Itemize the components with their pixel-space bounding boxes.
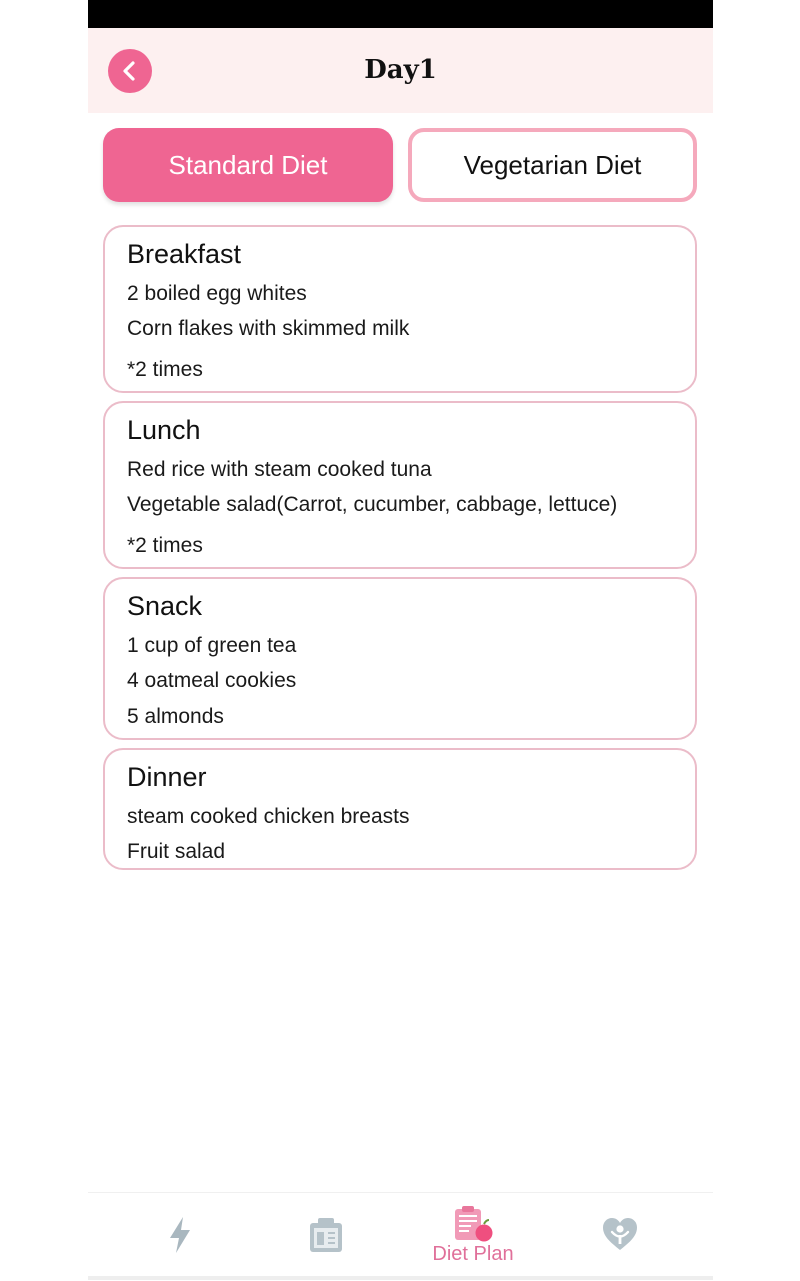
meal-item: Red rice with steam cooked tuna bbox=[127, 458, 432, 481]
app-screen bbox=[88, 0, 713, 1280]
meal-item: 5 almonds bbox=[127, 705, 224, 728]
meal-note: *2 times bbox=[127, 534, 203, 557]
meal-card-breakfast bbox=[103, 225, 697, 393]
heart-person-icon bbox=[600, 1215, 640, 1253]
meal-item: steam cooked chicken breasts bbox=[127, 805, 410, 828]
nav-item-schedule[interactable] bbox=[266, 1193, 386, 1279]
meal-title: Dinner bbox=[127, 762, 207, 792]
nav-item-activity[interactable] bbox=[120, 1193, 240, 1279]
back-button[interactable] bbox=[108, 49, 152, 93]
meal-note: *2 times bbox=[127, 358, 203, 381]
meal-title: Breakfast bbox=[127, 239, 242, 269]
nav-item-health[interactable] bbox=[560, 1193, 680, 1279]
meal-item: Fruit salad bbox=[127, 840, 226, 863]
nav-item-diet-plan[interactable] bbox=[413, 1193, 533, 1279]
meal-card-dinner bbox=[103, 748, 697, 870]
diet-plan-icon bbox=[452, 1205, 494, 1243]
chevron-left-icon bbox=[118, 59, 142, 83]
meal-card-lunch bbox=[103, 401, 697, 569]
tab-vegetarian-diet[interactable]: Vegetarian Diet bbox=[408, 128, 697, 202]
diet-tabs bbox=[103, 128, 697, 202]
status-bar bbox=[88, 0, 713, 28]
meal-title: Snack bbox=[127, 591, 203, 621]
meal-item: 2 boiled egg whites bbox=[127, 282, 307, 305]
meal-item: 1 cup of green tea bbox=[127, 634, 297, 657]
meal-item: Corn flakes with skimmed milk bbox=[127, 317, 410, 340]
bottom-nav bbox=[88, 1192, 713, 1281]
meal-item: Vegetable salad(Carrot, cucumber, cabbage, lettuce) bbox=[127, 493, 618, 516]
meal-item: 4 oatmeal cookies bbox=[127, 669, 297, 692]
bottom-divider bbox=[88, 1276, 713, 1280]
meal-title: Lunch bbox=[127, 415, 201, 445]
tab-standard-diet[interactable]: Standard Diet bbox=[103, 128, 393, 202]
meal-card-snack bbox=[103, 577, 697, 740]
nav-label-diet-plan: Diet Plan bbox=[432, 1243, 514, 1265]
lightning-icon bbox=[165, 1215, 195, 1255]
header bbox=[88, 28, 713, 113]
page-title: Day1 bbox=[364, 55, 437, 85]
clipboard-calendar-icon bbox=[306, 1215, 346, 1255]
